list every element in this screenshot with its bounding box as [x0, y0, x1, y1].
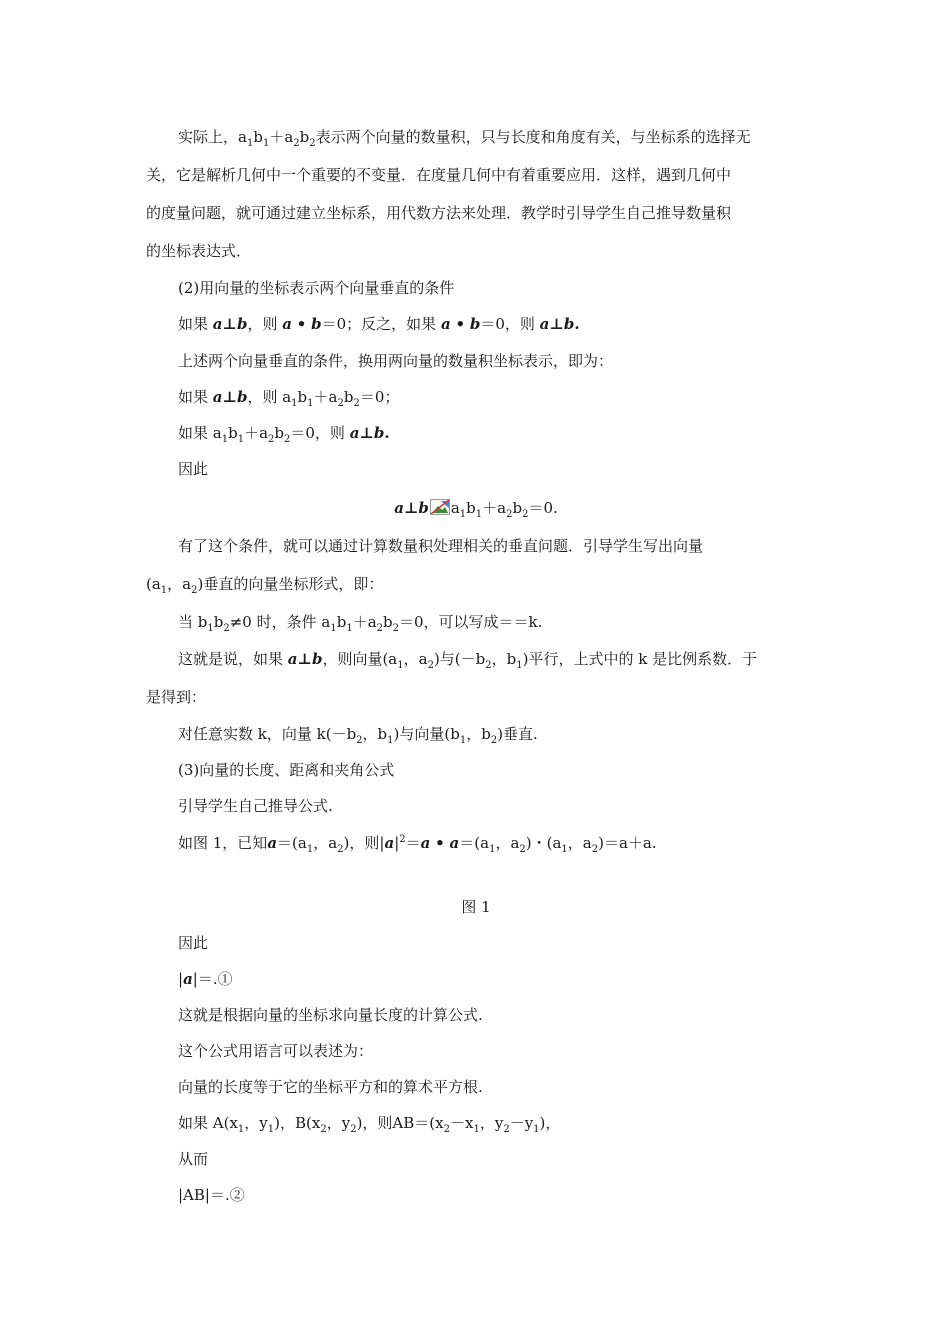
- paragraph-line: 实际上，$a_1b_1+a_2b_2$表示两个向量的数量积，只与长度和角度有关，与坐标系的选择无: [178, 128, 751, 149]
- paragraph-line: 当 $b_1b_2\ne 0$ 时，条件 $a_1b_1+a_2b_2=0$，可以写成＝＝k.: [178, 613, 543, 634]
- figure-caption: 图 1: [461, 898, 491, 916]
- equivalence-formula: a⊥b $a_1b_1+a_2b_2=0$.: [394, 499, 558, 520]
- paragraph-line: 是得到：: [146, 688, 207, 706]
- paragraph-line: 如果 a⊥b，则 $a_1b_1+a_2b_2=0$；: [178, 388, 400, 409]
- paragraph-line: 这就是说，如果 a⊥b，则向量($a_1$，$a_2$)与($-b_2$，$b_1$)平行，上式中的 k 是比例系数．于: [178, 650, 758, 671]
- paragraph-line: 如果 a⊥b，则 a • b＝0；反之，如果 a • b＝0，则 a⊥b.: [178, 315, 580, 333]
- paragraph-line: 如果 $a_1b_1+a_2b_2=0$，则 a⊥b.: [178, 424, 390, 445]
- paragraph-line: 关，它是解析几何中一个重要的不变量．在度量几何中有着重要应用．这样，遇到几何中: [146, 166, 732, 184]
- paragraph-line: 上述两个向量垂直的条件，换用两向量的数量积坐标表示，即为：: [178, 352, 614, 370]
- paragraph-line: 这个公式用语言可以表述为：: [178, 1042, 374, 1060]
- section-heading: (3)向量的长度、距离和夹角公式: [178, 761, 395, 779]
- paragraph-line: 这就是根据向量的坐标求向量长度的计算公式.: [178, 1006, 483, 1024]
- equation-2: |AB|＝.②: [178, 1186, 245, 1204]
- paragraph-line: 的度量问题，就可通过建立坐标系，用代数方法来处理．教学时引导学生自己推导数量积: [146, 204, 732, 222]
- broken-image-icon: [430, 499, 450, 515]
- paragraph-line: 有了这个条件，就可以通过计算数量积处理相关的垂直问题．引导学生写出向量: [178, 537, 704, 555]
- equation-1: |a|＝.①: [178, 970, 233, 988]
- paragraph-line: 向量的长度等于它的坐标平方和的算术平方根.: [178, 1078, 483, 1096]
- section-heading: (2)用向量的坐标表示两个向量垂直的条件: [178, 279, 455, 297]
- paragraph-line: 如图 1，已知$a=(a_1$，$a_2$)，则$|a|^2=a$ • $a=(a_1$，$a_2$)・($a_1$，$a_2)=a+a$.: [178, 834, 657, 855]
- paragraph-line: 的坐标表达式．: [146, 242, 252, 260]
- paragraph-line: 因此: [178, 460, 209, 478]
- paragraph-line: 引导学生自己推导公式.: [178, 797, 333, 815]
- paragraph-line: 因此: [178, 934, 209, 952]
- paragraph-line: 对任意实数 k，向量 $k(-b_2$，$b_1$)与向量($b_1$，$b_2$)垂直.: [178, 725, 538, 746]
- paragraph-line: 从而: [178, 1150, 209, 1168]
- paragraph-line: ($a_1$，$a_2$)垂直的向量坐标形式，即：: [146, 575, 384, 596]
- paragraph-line: 如果 $A(x_1$，$y_1$)，$B(x_2$，$y_2$)，则$AB=(x_2-x_1$，$y_2-y_1$)，: [178, 1114, 561, 1135]
